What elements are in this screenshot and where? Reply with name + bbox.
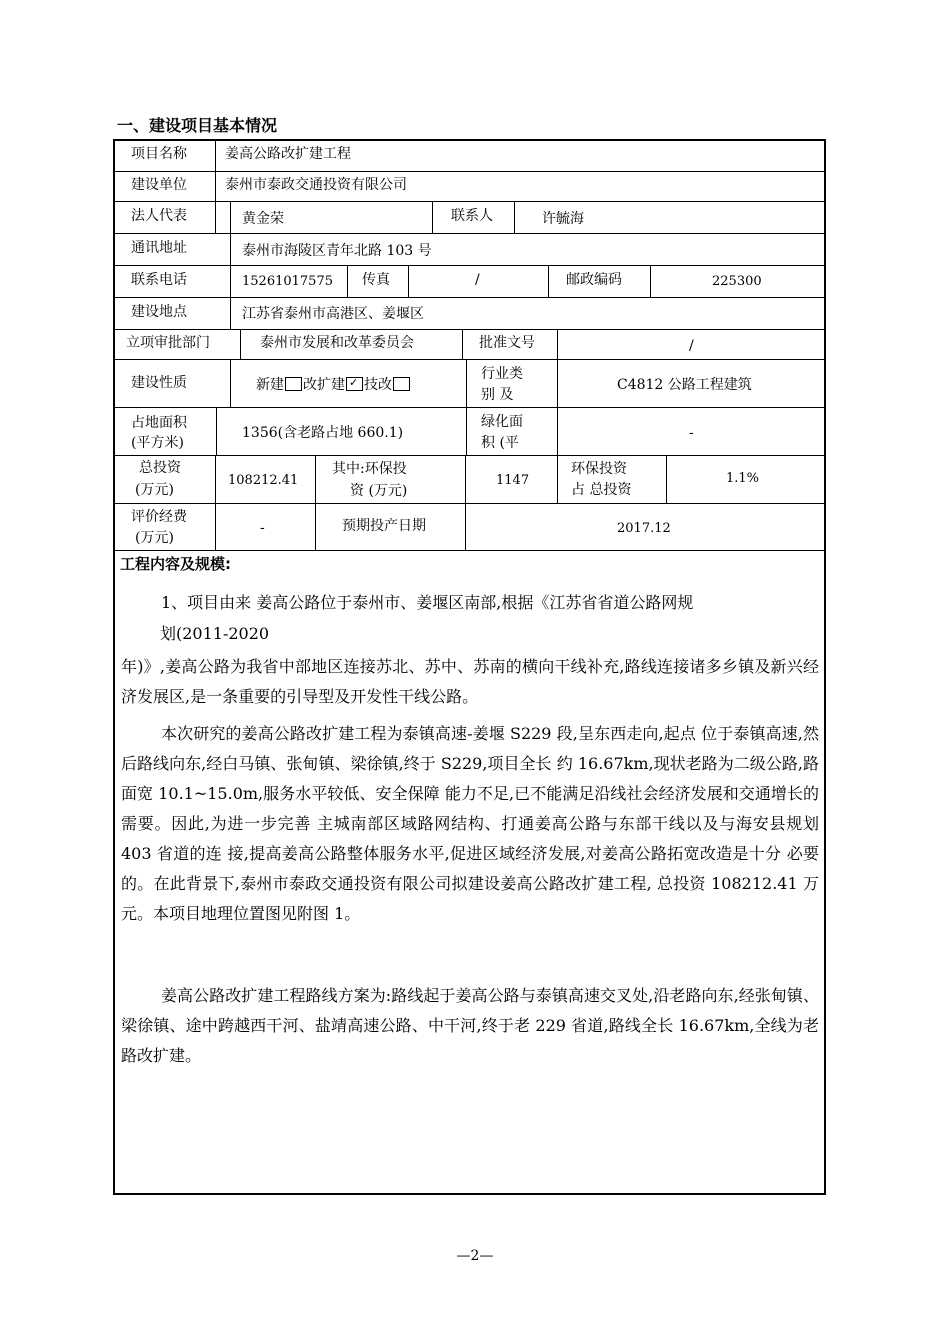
green-value: - <box>689 425 694 441</box>
nature-new-label: 新建 <box>256 377 284 393</box>
env-ratio-label-2: 占 总投资 <box>571 482 632 498</box>
fax-label: 传真 <box>362 272 390 288</box>
row-divider <box>113 233 826 234</box>
row-divider <box>113 359 826 360</box>
nature-label: 建设性质 <box>131 375 187 391</box>
col-divider <box>347 265 348 297</box>
legal-rep-value: 黄金荣 <box>242 211 284 227</box>
prod-date-label: 预期投产日期 <box>342 518 426 534</box>
approval-no-value: / <box>689 338 694 354</box>
industry-value: C4812 公路工程建筑 <box>617 377 752 393</box>
col-divider <box>557 455 558 503</box>
paragraph-1-line-2: 划(2011-2020 <box>160 624 270 643</box>
unit-value: 泰州市泰政交通投资有限公司 <box>225 177 407 193</box>
green-label-1: 绿化面 <box>481 414 523 430</box>
col-divider <box>230 201 231 233</box>
paragraph-2: 本次研究的姜高公路改扩建工程为泰镇高速-姜堰 S229 段,呈东西走向,起点 位于泰镇高速,然后路线向东,经白马镇、张甸镇、梁徐镇,终于 S229,项目全长 约 16.67km,现状老路为二级公路,路面宽 10.1~15.0m,服务水平较低、安全保障 能力不足,已不能满足沿线社会经济发展和交通增长的需要。因此,为进一步完善 主城南部区域路网结构、打通姜高公路与东部干线以及与海安县规划 403 省道的连 接,提高姜高公路整体服务水平,促进区域经济发展,对姜高公路拓宽改造是十分 必要的。在此背景下,泰州市泰政交通投资有限公司拟建设姜高公路改扩建工程, 总投资 108212.41 万元。本项目地理位置图见附图 1。 <box>121 724 819 923</box>
col-divider <box>408 265 409 297</box>
location-label: 建设地点 <box>131 304 187 320</box>
col-divider <box>216 407 217 455</box>
env-invest-label-2: 资 (万元) <box>350 483 408 499</box>
contact-value: 许毓海 <box>542 211 584 227</box>
invest-value: 108212.41 <box>228 473 299 488</box>
col-divider <box>466 359 467 407</box>
project-name-label: 项目名称 <box>131 146 187 162</box>
area-label-2: (平方米) <box>131 435 184 451</box>
eval-cost-label-1: 评价经费 <box>131 509 187 525</box>
col-divider <box>215 455 216 550</box>
env-invest-value: 1147 <box>496 473 530 488</box>
env-ratio-label-1: 环保投资 <box>571 461 627 477</box>
col-divider <box>462 329 463 359</box>
col-divider <box>650 265 651 297</box>
row-divider <box>113 550 826 551</box>
section-title: 一、建设项目基本情况 <box>117 116 278 135</box>
col-divider <box>230 359 231 407</box>
prod-date-value: 2017.12 <box>617 521 671 536</box>
col-divider <box>548 265 549 297</box>
contact-label: 联系人 <box>451 208 493 224</box>
env-ratio-value: 1.1% <box>726 471 760 486</box>
eval-cost-value: - <box>260 520 265 536</box>
postcode-label: 邮政编码 <box>566 272 622 288</box>
phone-value: 15261017575 <box>242 274 333 289</box>
col-divider <box>465 455 466 550</box>
row-divider <box>113 171 826 172</box>
approval-dept-value: 泰州市发展和改革委员会 <box>260 335 414 351</box>
approval-no-label: 批准文号 <box>479 335 535 351</box>
col-divider <box>557 407 558 455</box>
paragraph-3: 姜高公路改扩建工程路线方案为:路线起于姜高公路与泰镇高速交叉处,沿老路向东,经张甸镇、梁徐镇、途中跨越西干河、盐靖高速公路、中干河,终于老 229 省道,路线全长 16.67km,全线为老路改扩建。 <box>121 986 819 1065</box>
col-divider <box>514 201 515 233</box>
col-divider <box>557 359 558 407</box>
nature-expand-checkbox[interactable] <box>346 377 363 391</box>
col-divider <box>230 233 231 265</box>
nature-tech-label: 技改 <box>364 377 392 393</box>
invest-label-1: 总投资 <box>139 460 181 476</box>
area-label-1: 占地面积 <box>131 415 187 431</box>
row-divider <box>113 407 826 408</box>
row-divider <box>113 503 826 504</box>
green-label-2: 积 (平 <box>481 435 519 451</box>
project-name-value: 姜高公路改扩建工程 <box>225 146 351 162</box>
env-invest-label-1: 其中:环保投 <box>332 461 407 477</box>
invest-label-2: (万元) <box>135 482 174 498</box>
page-number: —2— <box>456 1248 494 1264</box>
col-divider <box>557 329 558 359</box>
nature-options <box>256 375 411 395</box>
fax-value: / <box>475 272 480 288</box>
postcode-value: 225300 <box>712 274 762 289</box>
location-value: 江苏省泰州市高港区、姜堰区 <box>242 306 424 322</box>
legal-rep-label: 法人代表 <box>131 208 187 224</box>
row-divider <box>113 201 826 202</box>
phone-label: 联系电话 <box>131 272 187 288</box>
col-divider <box>315 455 316 550</box>
row-divider <box>113 297 826 298</box>
paragraph-1-line-1: 1、项目由来 姜高公路位于泰州市、姜堰区南部,根据《江苏省省道公路网规 <box>161 593 694 612</box>
col-divider <box>230 297 231 329</box>
content-heading: 工程内容及规模: <box>120 555 231 573</box>
row-divider <box>113 455 826 456</box>
col-divider <box>432 201 433 233</box>
industry-label-1: 行业类 <box>481 366 523 382</box>
nature-tech-checkbox[interactable] <box>393 377 410 391</box>
approval-dept-label: 立项审批部门 <box>126 335 210 351</box>
col-divider <box>666 455 667 503</box>
col-divider <box>240 329 241 359</box>
row-divider <box>113 329 826 330</box>
address-value: 泰州市海陵区青年北路 103 号 <box>242 243 432 259</box>
area-value: 1356(含老路占地 660.1) <box>242 425 404 441</box>
col-divider <box>230 265 231 297</box>
unit-label: 建设单位 <box>131 177 187 193</box>
address-label: 通讯地址 <box>131 240 187 256</box>
paragraph-1-rest: 年)》,姜高公路为我省中部地区连接苏北、苏中、苏南的横向干线补充,路线连接诸多乡镇及新兴经济发展区,是一条重要的引导型及开发性干线公路。 <box>121 657 819 706</box>
eval-cost-label-2: (万元) <box>135 530 174 546</box>
row-divider <box>113 265 826 266</box>
industry-label-2: 别 及 <box>481 387 514 403</box>
col-divider <box>466 407 467 455</box>
nature-expand-label: 改扩建 <box>303 377 345 393</box>
col-divider <box>215 139 216 233</box>
nature-new-checkbox[interactable] <box>285 377 302 391</box>
